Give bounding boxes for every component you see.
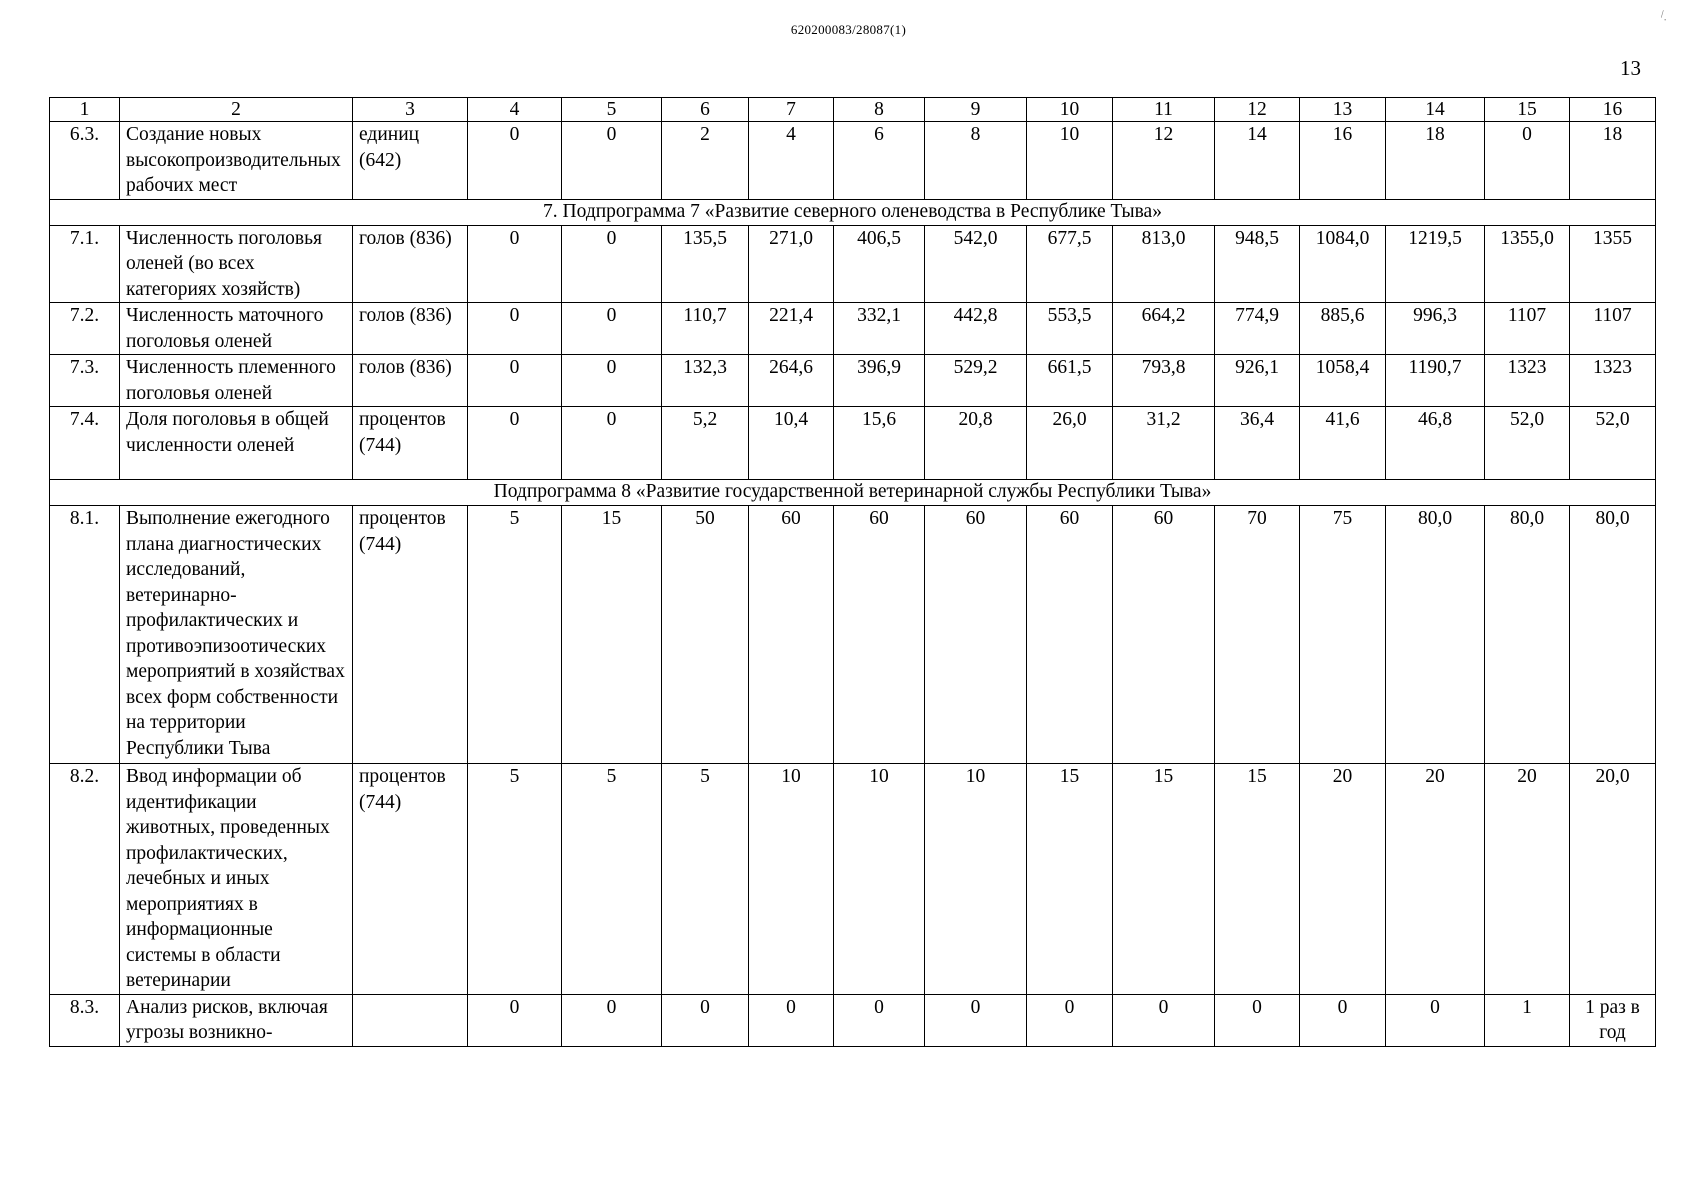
value-cell: 661,5: [1027, 355, 1113, 407]
value-cell: 1107: [1570, 303, 1656, 355]
value-cell: 677,5: [1027, 225, 1113, 303]
table-row: [50, 303, 1656, 355]
value-cell: 8: [925, 122, 1027, 200]
value-cell: 5: [562, 764, 662, 995]
unit-of-measure: голов (836): [353, 355, 468, 407]
value-cell: 406,5: [834, 225, 925, 303]
value-cell: 20,8: [925, 407, 1027, 480]
value-cell: 60: [1113, 506, 1215, 764]
value-cell: 15,6: [834, 407, 925, 480]
subprogram-heading-row: [50, 480, 1656, 506]
indicator-name: Ввод информации об идентификации животных, проведенных профилактических, лечебных и иных мероприятиях в информационные системы в области ветеринарии: [120, 764, 353, 995]
value-cell: 70: [1215, 506, 1300, 764]
value-cell: 0: [662, 994, 749, 1046]
table-row: [50, 764, 1656, 995]
unit-of-measure: [353, 994, 468, 1046]
value-cell: 0: [749, 994, 834, 1046]
indicator-name: Численность племенного поголовья оленей: [120, 355, 353, 407]
row-index: 6.3.: [50, 122, 120, 200]
subprogram-heading: Подпрограмма 8 «Развитие государственной ветеринарной службы Республики Тыва»: [50, 480, 1656, 506]
table-row: [50, 994, 1656, 1046]
value-cell: 0: [468, 994, 562, 1046]
value-cell: 15: [1027, 764, 1113, 995]
value-cell: 1 раз в год: [1570, 994, 1656, 1046]
column-number: 8: [834, 98, 925, 122]
indicator-name: Доля поголовья в общей численности оленей: [120, 407, 353, 480]
value-cell: 135,5: [662, 225, 749, 303]
column-number: 15: [1485, 98, 1570, 122]
value-cell: 20: [1485, 764, 1570, 995]
value-cell: 664,2: [1113, 303, 1215, 355]
column-number: 4: [468, 98, 562, 122]
value-cell: 52,0: [1570, 407, 1656, 480]
column-number: 12: [1215, 98, 1300, 122]
value-cell: 0: [1215, 994, 1300, 1046]
value-cell: 542,0: [925, 225, 1027, 303]
unit-of-measure: голов (836): [353, 225, 468, 303]
value-cell: 0: [834, 994, 925, 1046]
value-cell: 1323: [1485, 355, 1570, 407]
value-cell: 926,1: [1215, 355, 1300, 407]
value-cell: 0: [562, 994, 662, 1046]
value-cell: 0: [468, 122, 562, 200]
row-index: 8.3.: [50, 994, 120, 1046]
value-cell: 1219,5: [1386, 225, 1485, 303]
value-cell: 0: [1485, 122, 1570, 200]
table-row: [50, 407, 1656, 480]
value-cell: 5: [468, 506, 562, 764]
value-cell: 75: [1300, 506, 1386, 764]
value-cell: 0: [562, 303, 662, 355]
row-index: 7.3.: [50, 355, 120, 407]
indicator-name: Численность маточного поголовья оленей: [120, 303, 353, 355]
value-cell: 10: [925, 764, 1027, 995]
value-cell: 529,2: [925, 355, 1027, 407]
column-number: 5: [562, 98, 662, 122]
value-cell: 52,0: [1485, 407, 1570, 480]
value-cell: 60: [1027, 506, 1113, 764]
column-number: 6: [662, 98, 749, 122]
indicator-name: Выполнение ежегодного плана диагностических исследований, ветеринарно-профилактических и противоэпизоотических мероприятий в хозяйствах всех форм собственности на территории Республики Тыва: [120, 506, 353, 764]
column-number: 16: [1570, 98, 1656, 122]
value-cell: 0: [468, 355, 562, 407]
table-row: [50, 506, 1656, 764]
value-cell: 10,4: [749, 407, 834, 480]
value-cell: 18: [1386, 122, 1485, 200]
value-cell: 1355,0: [1485, 225, 1570, 303]
unit-of-measure: процентов (744): [353, 506, 468, 764]
value-cell: 0: [1300, 994, 1386, 1046]
value-cell: 60: [925, 506, 1027, 764]
value-cell: 0: [1113, 994, 1215, 1046]
unit-of-measure: процентов (744): [353, 764, 468, 995]
value-cell: 1: [1485, 994, 1570, 1046]
subprogram-heading-row: [50, 199, 1656, 225]
value-cell: 5: [468, 764, 562, 995]
column-number: 1: [50, 98, 120, 122]
value-cell: 60: [749, 506, 834, 764]
column-number: 3: [353, 98, 468, 122]
table-row: [50, 355, 1656, 407]
value-cell: 0: [1027, 994, 1113, 1046]
column-number: 7: [749, 98, 834, 122]
unit-of-measure: голов (836): [353, 303, 468, 355]
page-number: 13: [1620, 56, 1641, 80]
row-index: 7.1.: [50, 225, 120, 303]
value-cell: 80,0: [1570, 506, 1656, 764]
value-cell: 16: [1300, 122, 1386, 200]
value-cell: 80,0: [1485, 506, 1570, 764]
value-cell: 2: [662, 122, 749, 200]
column-number: 10: [1027, 98, 1113, 122]
value-cell: 793,8: [1113, 355, 1215, 407]
value-cell: 20: [1300, 764, 1386, 995]
column-number: 14: [1386, 98, 1485, 122]
value-cell: 396,9: [834, 355, 925, 407]
value-cell: 132,3: [662, 355, 749, 407]
value-cell: 15: [1215, 764, 1300, 995]
subprogram-heading: 7. Подпрограмма 7 «Развитие северного оленеводства в Республике Тыва»: [50, 199, 1656, 225]
value-cell: 0: [562, 355, 662, 407]
value-cell: 14: [1215, 122, 1300, 200]
value-cell: 0: [925, 994, 1027, 1046]
column-number: 11: [1113, 98, 1215, 122]
value-cell: 36,4: [1215, 407, 1300, 480]
value-cell: 0: [468, 303, 562, 355]
value-cell: 10: [1027, 122, 1113, 200]
indicator-name: Создание новых высокопроизводительных рабочих мест: [120, 122, 353, 200]
value-cell: 271,0: [749, 225, 834, 303]
indicator-name: Численность поголовья оленей (во всех категориях хозяйств): [120, 225, 353, 303]
value-cell: 26,0: [1027, 407, 1113, 480]
document-code: 620200083/28087(1): [790, 22, 907, 37]
value-cell: 4: [749, 122, 834, 200]
column-number: 13: [1300, 98, 1386, 122]
value-cell: 31,2: [1113, 407, 1215, 480]
row-index: 7.2.: [50, 303, 120, 355]
value-cell: 264,6: [749, 355, 834, 407]
unit-of-measure: процентов (744): [353, 407, 468, 480]
value-cell: 15: [562, 506, 662, 764]
value-cell: 20: [1386, 764, 1485, 995]
table-row: [50, 122, 1656, 200]
value-cell: 6: [834, 122, 925, 200]
value-cell: 1107: [1485, 303, 1570, 355]
value-cell: 1058,4: [1300, 355, 1386, 407]
row-index: 8.2.: [50, 764, 120, 995]
value-cell: 813,0: [1113, 225, 1215, 303]
scan-mark: \ .: [1657, 8, 1672, 24]
value-cell: 948,5: [1215, 225, 1300, 303]
value-cell: 12: [1113, 122, 1215, 200]
value-cell: 332,1: [834, 303, 925, 355]
row-index: 8.1.: [50, 506, 120, 764]
value-cell: 50: [662, 506, 749, 764]
value-cell: 1355: [1570, 225, 1656, 303]
value-cell: 442,8: [925, 303, 1027, 355]
value-cell: 5,2: [662, 407, 749, 480]
value-cell: 0: [562, 225, 662, 303]
value-cell: 18: [1570, 122, 1656, 200]
indicator-name: Анализ рисков, включая угрозы возникно-: [120, 994, 353, 1046]
unit-of-measure: единиц (642): [353, 122, 468, 200]
value-cell: 0: [468, 225, 562, 303]
value-cell: 0: [468, 407, 562, 480]
table-row: [50, 225, 1656, 303]
value-cell: 46,8: [1386, 407, 1485, 480]
value-cell: 110,7: [662, 303, 749, 355]
column-number: 9: [925, 98, 1027, 122]
value-cell: 20,0: [1570, 764, 1656, 995]
value-cell: 1323: [1570, 355, 1656, 407]
value-cell: 60: [834, 506, 925, 764]
value-cell: 1190,7: [1386, 355, 1485, 407]
value-cell: 10: [749, 764, 834, 995]
row-index: 7.4.: [50, 407, 120, 480]
value-cell: 5: [662, 764, 749, 995]
column-number: 2: [120, 98, 353, 122]
value-cell: 15: [1113, 764, 1215, 995]
value-cell: 553,5: [1027, 303, 1113, 355]
value-cell: 80,0: [1386, 506, 1485, 764]
value-cell: 774,9: [1215, 303, 1300, 355]
value-cell: 996,3: [1386, 303, 1485, 355]
value-cell: 885,6: [1300, 303, 1386, 355]
value-cell: 221,4: [749, 303, 834, 355]
value-cell: 10: [834, 764, 925, 995]
column-number-row: [50, 98, 1656, 122]
value-cell: 41,6: [1300, 407, 1386, 480]
value-cell: 0: [562, 407, 662, 480]
value-cell: 1084,0: [1300, 225, 1386, 303]
value-cell: 0: [1386, 994, 1485, 1046]
indicators-table: [49, 97, 1656, 1047]
value-cell: 0: [562, 122, 662, 200]
